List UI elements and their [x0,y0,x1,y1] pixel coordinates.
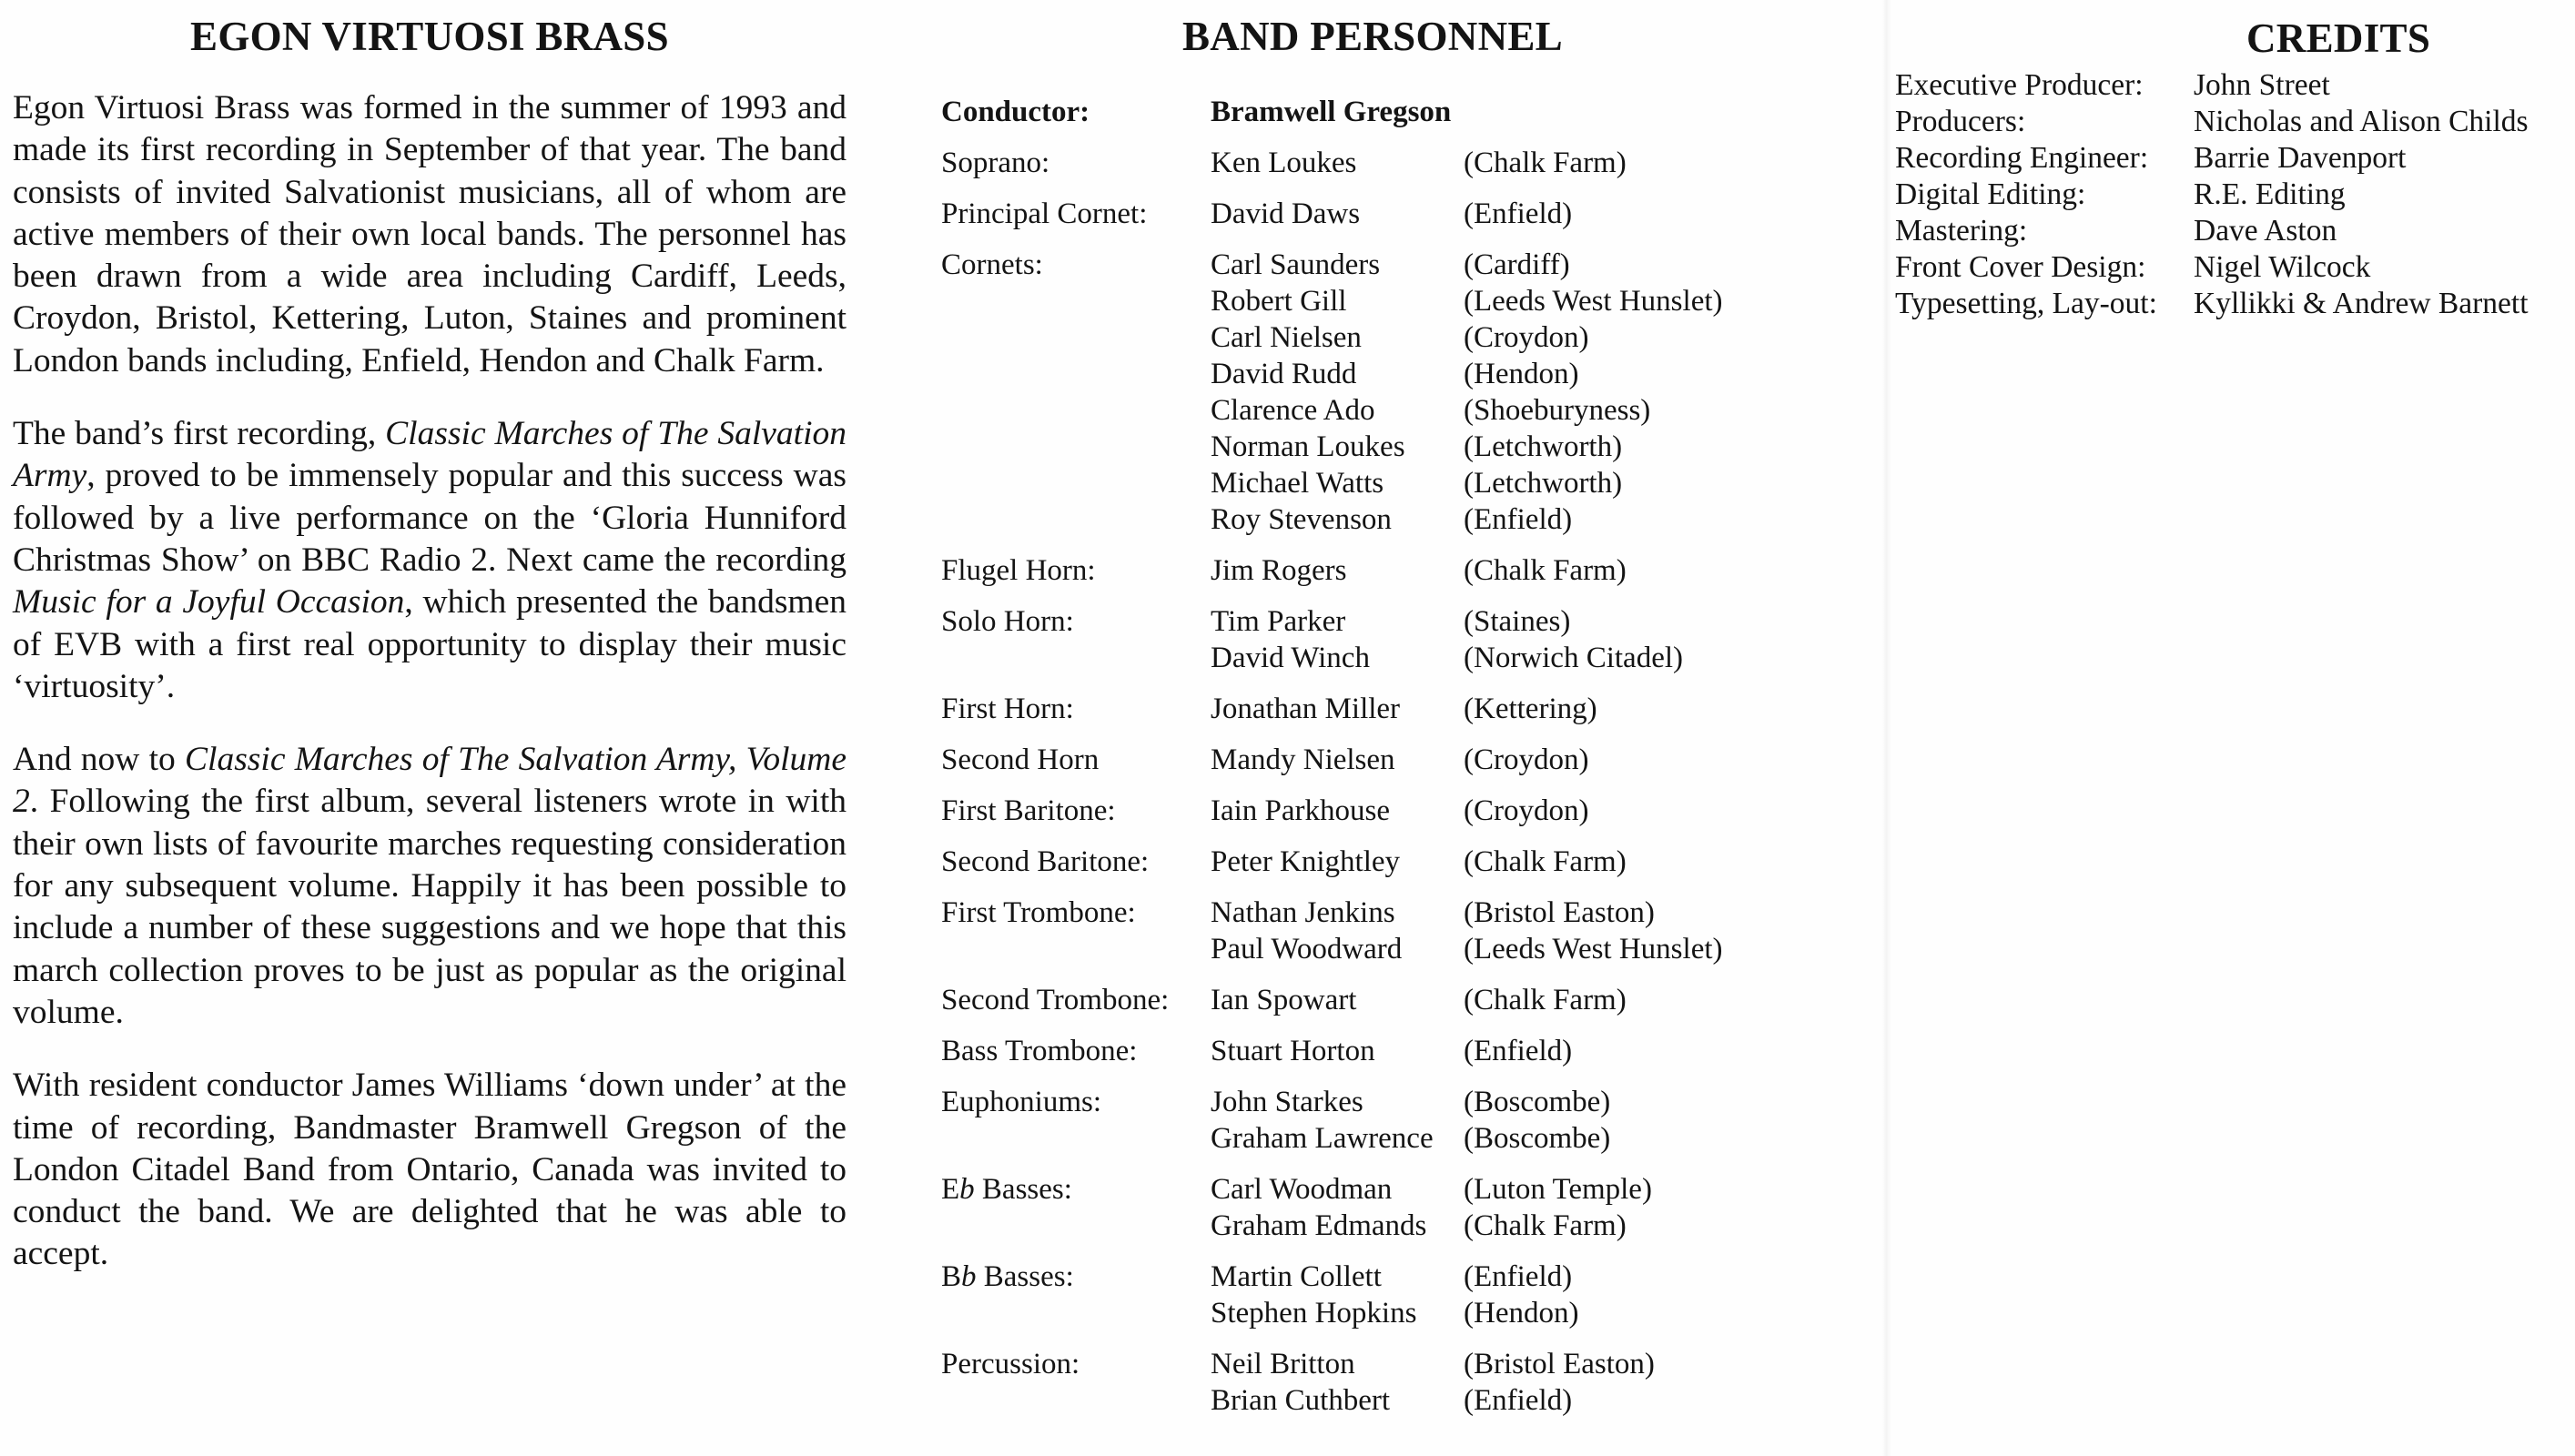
member-name: David Winch [1211,642,1370,674]
section-role: Second Baritone: [941,845,1150,878]
paragraph-text: The band’s first recording, [13,415,386,453]
album-title: Classic Marches of The Salvation Army, Volume 2 [13,741,847,821]
credit-name: Kyllikki & Andrew Barnett [2194,287,2529,320]
member-band: (Enfield) [1464,1035,1573,1067]
section-row [941,1346,1851,1419]
section-row [941,196,1851,232]
credit-role: Producers: [1895,105,2026,138]
section-row [941,552,1851,589]
credit-row [1895,177,2573,213]
member-name: Iain Parkhouse [1211,794,1391,827]
section-row [941,1033,1851,1069]
member-band: (Chalk Farm) [1464,147,1627,179]
member-name: Norman Loukes [1211,430,1405,463]
section-role-blank [941,283,1211,319]
section-role: Cornets: [941,248,1043,281]
member-band: (Leeds West Hunslet) [1464,285,1723,318]
about-paragraphs [13,87,847,1276]
section-role: Bass Trombone: [941,1035,1138,1067]
section-row [941,145,1851,181]
flat-sign: b [959,1173,975,1206]
credit-name: Nicholas and Alison Childs [2194,105,2529,138]
section-role: Bb Basses: [941,1260,1074,1293]
credit-row [1895,67,2573,104]
section-role: Percussion: [941,1348,1080,1380]
member-band: (Enfield) [1464,503,1573,536]
member-name: Tim Parker [1211,605,1346,638]
member-band: (Croydon) [1464,794,1589,827]
credit-role: Mastering: [1895,214,2028,248]
section-role-blank [941,1120,1211,1157]
section-row [941,793,1851,829]
member-band: (Chalk Farm) [1464,845,1627,878]
member-name: Stuart Horton [1211,1035,1375,1067]
section-role: First Trombone: [941,896,1136,929]
credit-role: Recording Engineer: [1895,141,2149,175]
credit-row [1895,286,2573,322]
member-band: (Bristol Easton) [1464,896,1655,929]
credit-name: Nigel Wilcock [2194,250,2371,284]
section-role-blank [941,1382,1211,1419]
conductor-name: Bramwell Gregson [1211,96,1452,128]
member-band: (Norwich Citadel) [1464,642,1684,674]
personnel-roster [941,94,1851,1433]
member-band: (Chalk Farm) [1464,984,1627,1016]
section-role-blank [941,429,1211,465]
member-name: Paul Woodward [1211,933,1403,966]
member-name: John Starkes [1211,1086,1364,1118]
section-role-blank [941,640,1211,676]
about-paragraph [13,739,847,1034]
member-name: Roy Stevenson [1211,503,1392,536]
member-band: (Luton Temple) [1464,1173,1652,1206]
about-paragraph [13,1065,847,1275]
member-name: Carl Nielsen [1211,321,1362,354]
member-band: (Letchworth) [1464,430,1623,463]
about-paragraph [13,413,847,708]
credit-row [1895,140,2573,177]
credits-section [1893,0,2575,320]
credit-role: Typesetting, Lay-out: [1895,287,2157,320]
section-role: Solo Horn: [941,605,1074,638]
paragraph-text: . Following the first album, several listeners wrote in with their own lists of favourite marches requesting consideration for any subsequent volume. Happily it has been possible to include a number of these suggestions and we hope that this march collection proves to be just as popular as the original volume. [13,783,847,1031]
section-role-blank [941,931,1211,967]
section-role-blank [941,319,1211,356]
section-role: Soprano: [941,147,1050,179]
credit-name: R.E. Editing [2194,177,2346,211]
flat-sign: b [961,1260,977,1293]
member-band: (Staines) [1464,605,1571,638]
member-name: Mandy Nielsen [1211,743,1395,776]
credit-row [1895,249,2573,286]
member-band: (Shoeburyness) [1464,394,1651,427]
about-paragraph [13,87,847,382]
paragraph-text: With resident conductor James Williams ‘down under’ at the time of recording, Bandmaster Bramwell Gregson of the London Citadel Band from Ontario, Canada was invited to conduct the band. We are delighted that he was able to accept. [13,1067,847,1273]
member-name: Ken Loukes [1211,147,1357,179]
member-band: (Boscombe) [1464,1086,1611,1118]
column-divider [1882,0,1891,1456]
member-name: Clarence Ado [1211,394,1375,427]
member-name: Graham Lawrence [1211,1122,1434,1155]
member-name: Jonathan Miller [1211,693,1401,725]
credit-name: John Street [2194,68,2330,102]
paragraph-text: , which presented the bandsmen of EVB with a first real opportunity to display their music ‘virtuosity’. [13,583,847,705]
section-row [941,844,1851,880]
section-role-blank [941,1208,1211,1244]
section-role-blank [941,356,1211,392]
section-row [941,895,1851,967]
section-role: First Horn: [941,693,1074,725]
member-band: (Cardiff) [1464,248,1570,281]
album-title: Music for a Joyful Occasion [13,583,405,622]
section-role: First Baritone: [941,794,1116,827]
personnel-title: BAND PERSONNEL [1181,14,1563,59]
section-role-blank [941,1295,1211,1331]
member-name: Carl Saunders [1211,248,1381,281]
section-row [941,691,1851,727]
section-role-blank [941,392,1211,429]
section-role-blank [941,465,1211,501]
personnel-section [927,0,1855,1417]
credit-name: Dave Aston [2194,214,2337,248]
member-name: David Rudd [1211,358,1357,390]
member-name: Stephen Hopkins [1211,1297,1417,1330]
member-name: Michael Watts [1211,467,1384,500]
credit-role: Executive Producer: [1895,68,2144,102]
section-role-blank [941,501,1211,538]
section-row [941,1084,1851,1157]
about-title: EGON VIRTUOSI BRASS [190,14,669,59]
member-band: (Enfield) [1464,197,1573,230]
member-band: (Boscombe) [1464,1122,1611,1155]
credit-name: Barrie Davenport [2194,141,2407,175]
credit-row [1895,104,2573,140]
member-name: David Daws [1211,197,1361,230]
about-section [13,0,847,1307]
credit-row [1895,213,2573,249]
member-band: (Letchworth) [1464,467,1623,500]
credits-list [1895,67,2573,322]
member-name: Nathan Jenkins [1211,896,1395,929]
member-band: (Chalk Farm) [1464,554,1627,587]
credit-role: Front Cover Design: [1895,250,2146,284]
paragraph-text: And now to [13,741,186,779]
member-band: (Hendon) [1464,1297,1579,1330]
member-band: (Croydon) [1464,321,1589,354]
member-name: Graham Edmands [1211,1209,1427,1242]
member-band: (Enfield) [1464,1260,1573,1293]
section-role: Second Trombone: [941,984,1170,1016]
member-band: (Croydon) [1464,743,1589,776]
section-row [941,1259,1851,1331]
section-role: Euphoniums: [941,1086,1102,1118]
paragraph-text: , proved to be immensely popular and this success was followed by a live performance on the ‘Gloria Hunniford Christmas Show’ on BBC Radio 2. Next came the recording [13,457,847,579]
section-row [941,742,1851,778]
member-name: Jim Rogers [1211,554,1347,587]
member-band: (Bristol Easton) [1464,1348,1655,1380]
member-band: (Hendon) [1464,358,1579,390]
member-band: (Enfield) [1464,1384,1573,1417]
member-name: Neil Britton [1211,1348,1355,1380]
section-row [941,603,1851,676]
section-role: Flugel Horn: [941,554,1096,587]
member-name: Ian Spowart [1211,984,1357,1016]
paragraph-text: Egon Virtuosi Brass was formed in the summer of 1993 and made its first recording in September of that year. The band consists of invited Salvationist musicians, all of whom are active members of their own local bands. The personnel has been drawn from a wide area including Cardiff, Leeds, Croydon, Bristol, Kettering, Luton, Staines and prominent London bands including, Enfield, Hendon and Chalk Farm. [13,89,847,379]
album-title: Classic Marches of The Salvation Army [13,415,847,495]
conductor-row [941,94,1851,130]
member-name: Robert Gill [1211,285,1347,318]
member-name: Peter Knightley [1211,845,1401,878]
credits-title: CREDITS [2246,15,2431,61]
section-row [941,247,1851,538]
conductor-label: Conductor: [941,96,1090,128]
section-role: Eb Basses: [941,1173,1072,1206]
section-row [941,1171,1851,1244]
section-row [941,982,1851,1018]
section-role: Second Horn [941,743,1100,776]
member-band: (Kettering) [1464,693,1597,725]
member-band: (Leeds West Hunslet) [1464,933,1723,966]
credit-role: Digital Editing: [1895,177,2086,211]
section-role: Principal Cornet: [941,197,1148,230]
member-band: (Chalk Farm) [1464,1209,1627,1242]
member-name: Martin Collett [1211,1260,1382,1293]
member-name: Brian Cuthbert [1211,1384,1391,1417]
member-name: Carl Woodman [1211,1173,1393,1206]
